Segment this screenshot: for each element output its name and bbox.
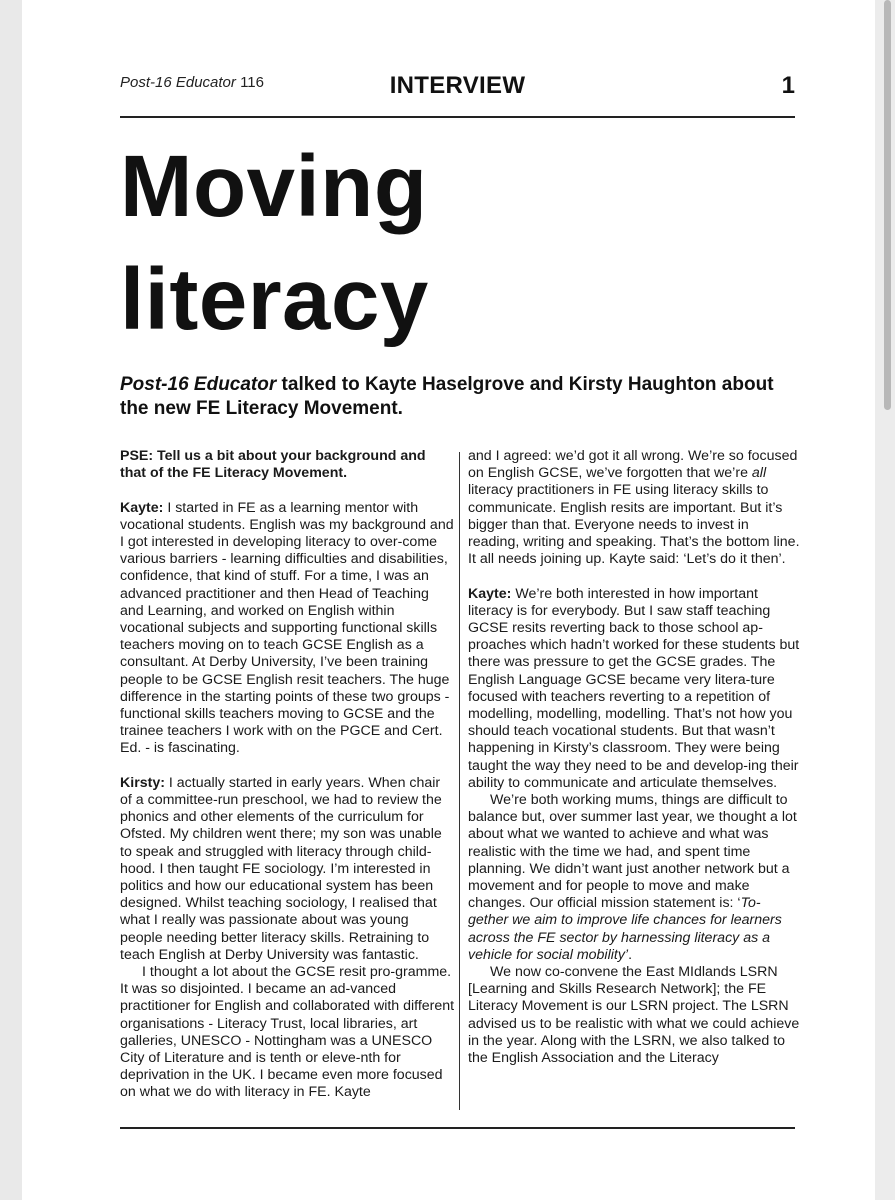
speaker-kayte: Kayte: — [468, 585, 512, 602]
kirsty-answer: Kirsty: I actually started in early years. When chair of a committee-run preschool, we had to review the phonics and other elements of the curriculum for Ofsted. My children went there; my son was unable to speak and struggled with literacy through child-hood. I then taught FE sociology. I’m interested in politics and how our educational system has been designed. Whilst teaching sociology, I realised that what I really was passionate about was young people needing better literacy skills. Retraining to teach English at Derby University was fantastic. — [120, 774, 442, 963]
title-line-2: literacy — [120, 251, 429, 348]
speaker-kirsty: Kirsty: — [120, 774, 165, 791]
article-title — [120, 130, 795, 356]
title-line-1: Moving — [120, 138, 428, 235]
speaker-kayte: Kayte: — [120, 499, 164, 516]
publication-name: Post-16 Educator 116 — [120, 74, 264, 91]
column-divider — [459, 452, 460, 1110]
scrollbar-thumb[interactable] — [884, 0, 891, 410]
mission-statement: To-gether we aim to improve life chances for learners across the FE sector by harnessing literacy as a vehicle for social mobility’ — [468, 895, 782, 963]
page-number: 1 — [781, 72, 795, 99]
kirsty-answer-continued: I thought a lot about the GCSE resit pro-gramme. It was so disjointed. I became an ad-vanced practitioner for English and collaborated with different organisations - Literacy Trust, local libraries, art galleries, UNESCO - Nottingham was a UNESCO City of Literature and is tenth or eleve-nth for deprivation in the UK. I became even more focused on what we do with literacy in FE. Kayte — [120, 964, 455, 1101]
standfirst — [120, 373, 795, 421]
standfirst-text: talked to Kayte Haselgrove and Kirsty Haughton about the new FE Literacy Movement. — [120, 374, 774, 419]
header-rule — [120, 116, 795, 118]
standfirst-publication: Post-16 Educator — [120, 374, 277, 395]
right-column — [468, 448, 800, 1067]
footer-rule — [120, 1127, 795, 1129]
continued-paragraph: and I agreed: we’d got it all wrong. We’re so focused on English GCSE, we’ve forgotten that we’re all literacy practitioners in FE using literacy skills to communicate. English resits are important. But it’s bigger than that. Everyone needs to invest in reading, writing and speaking. That’s the bottom line. It all needs joining up. Kayte said: ‘Let’s do it then’. — [468, 448, 800, 568]
interview-question: PSE: Tell us a bit about your background and that of the FE Literacy Movement. — [120, 448, 426, 482]
kayte-answer: Kayte: I started in FE as a learning mentor with vocational students. English was my background and I got interested in developing literacy to over-come various barriers - learning difficulties and disabilities, confidence, that kind of stuff. For a time, I was an advanced practitioner and then Head of Teaching and Learning, and worked on English within vocational subjects and supporting functional skills teachers moving on to teach GCSE English as a consultant. At Derby University, I’ve been training people to be GCSE English resit teachers. The huge difference in the starting points of these two groups - functional skills teachers moving to GCSE and the trainee teachers I work with on the PGCE and Cert. Ed. - is fascinating. — [120, 499, 454, 757]
page-margin — [0, 0, 22, 1200]
page-header — [120, 72, 795, 104]
mission-paragraph: We’re both working mums, things are difficult to balance but, over summer last year, we thought a lot about what we wanted to achieve and what was realistic with the time we had, and spent time planning. We didn’t want just another network but a movement and for people to move and make changes. Our official mission statement is: ‘To-gether we aim to improve life chances for learners across the FE sector by harnessing literacy as a vehicle for social mobility’. — [468, 792, 797, 963]
section-label: INTERVIEW — [389, 72, 526, 99]
lsrn-paragraph: We now co-convene the East MIdlands LSRN [Learning and Skills Research Network]; the FE Literacy Movement is our LSRN project. The LSRN advised us to be realistic with what we could achieve in the year. Along with the LSRN, we also talked to the English Association and the Literacy — [468, 964, 800, 1067]
kayte-answer-2: Kayte: We’re both interested in how important literacy is for everybody. But I saw staff teaching GCSE resits reverting back to those school ap-proaches which hadn’t worked for these students but there was pressure to get the GCSE grades. The English Language GCSE became very litera-ture focused with teachers reverting to a repetition of modelling, modelling, modelling. That’s not how you should teach vocational students. But that wasn’t happening in Kirsty’s classroom. They were being taught the way they need to be and develop-ing their ability to communicate and articulate themselves. — [468, 585, 800, 791]
left-column — [120, 448, 455, 1102]
